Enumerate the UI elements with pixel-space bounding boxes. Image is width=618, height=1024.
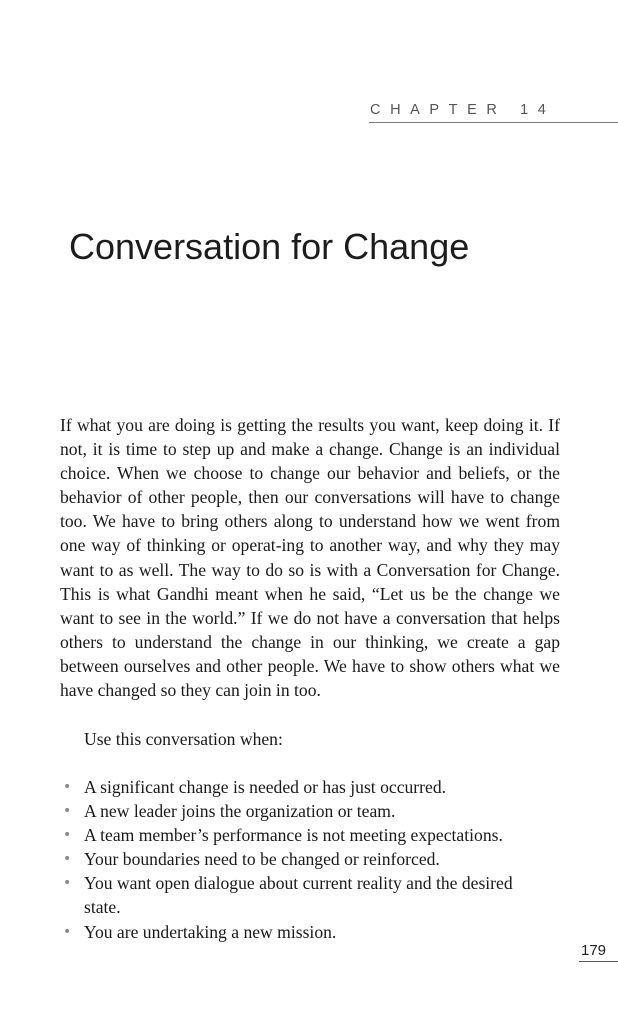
bullet-text: Your boundaries need to be changed or reinforced. [84,849,440,870]
bullet-icon: • [63,827,72,844]
chapter-title: Conversation for Change [69,226,470,267]
bullet-item [60,871,570,919]
bullet-text: A significant change is needed or has just occurred. [84,777,447,797]
page-number-rule [579,961,618,962]
bullet-item [60,799,570,823]
bullet-item [60,847,570,871]
bullet-text: A new leader joins the organization or team. [84,801,396,822]
chapter-label: CHAPTER 14 [370,102,556,118]
bullet-text: You want open dialogue about current reality and the desired state. [84,873,513,918]
bullet-icon: • [63,851,72,868]
bullet-icon: • [63,923,72,940]
page-number: 179 [581,942,607,959]
bullet-text: A team member’s performance is not meeting expectations. [84,825,503,846]
bullet-item [60,920,570,944]
bullet-icon: • [63,803,72,820]
lead-in-text: Use this conversation when: [84,729,283,749]
chapter-rule [369,122,618,123]
bullet-text: You are undertaking a new mission. [84,921,337,942]
body-paragraph: If what you are doing is getting the results you want, keep doing it. If not, it is time to step up and make a change. Change is an individual choice. When we choose to change our behavior and beliefs, or the behavior of other people, then our conversations will have to change too. We have to bring others along to understand how we went from one way of thinking or operat-ing to another way, and why they may want to as well. The way to do so is with a Conversation for Change. This is what Gandhi meant when he said, “Let us be the change we want to see in the world.” If we do not have a conversation that helps others to understand the change in our thinking, we create a gap between ourselves and other people. We have to show others what we have changed so they can join in too. [60,415,560,701]
bullet-icon: • [63,875,72,892]
bullet-icon: • [63,779,72,795]
bullet-item [60,775,570,799]
bullet-list [60,775,570,944]
bullet-item [60,823,570,847]
